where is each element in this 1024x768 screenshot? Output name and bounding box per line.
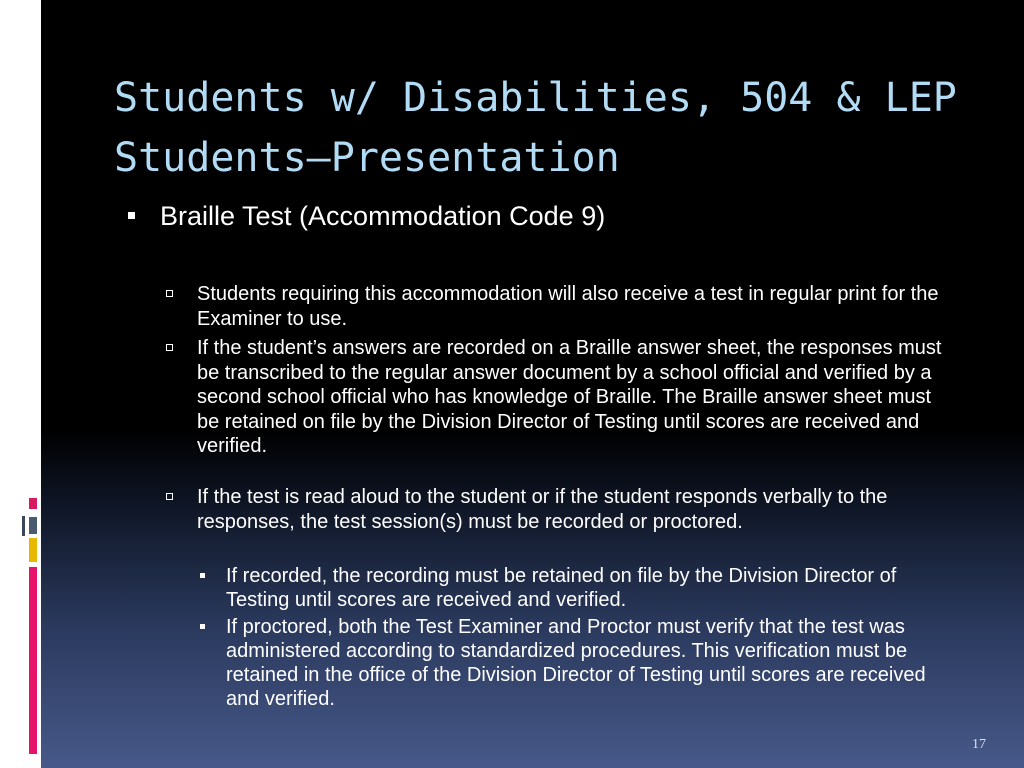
bullet-level-2: If the test is read aloud to the student or if the student responds verbally to the responses, the test session(s) must be recorded or proctored. — [197, 486, 888, 533]
slide-title: Students w/ Disabilities, 504 & LEP Students—Presentation — [114, 75, 957, 181]
bullet-level-2: Students requiring this accommodation will also receive a test in regular print for the Examiner to use. — [197, 283, 939, 330]
hollow-square-bullet-icon — [166, 290, 173, 297]
bullet-level-1: Braille Test (Accommodation Code 9) — [160, 201, 606, 231]
small-square-bullet-icon — [200, 573, 205, 578]
bullet-level-2: If the student’s answers are recorded on a Braille answer sheet, the responses must be transcribed to the regular answer document by a school official and verified by a second school official who has knowledge of Braille. The Braille answer sheet must be retained on file by the Division Director of Testing until scores are received and verified. — [197, 337, 942, 457]
hollow-square-bullet-icon — [166, 493, 173, 500]
bullet-level-3: If recorded, the recording must be retained on file by the Division Director of Testing until scores are received and verified. — [226, 565, 897, 611]
small-square-bullet-icon — [200, 624, 205, 629]
hollow-square-bullet-icon — [166, 344, 173, 351]
bullet-level-3: If proctored, both the Test Examiner and Proctor must verify that the test was administered according to standardized procedures. This verification must be retained in the office of the Division Director of Testing until scores are received and verified. — [226, 616, 926, 710]
page-number: 17 — [972, 737, 986, 752]
square-bullet-icon — [128, 212, 135, 219]
